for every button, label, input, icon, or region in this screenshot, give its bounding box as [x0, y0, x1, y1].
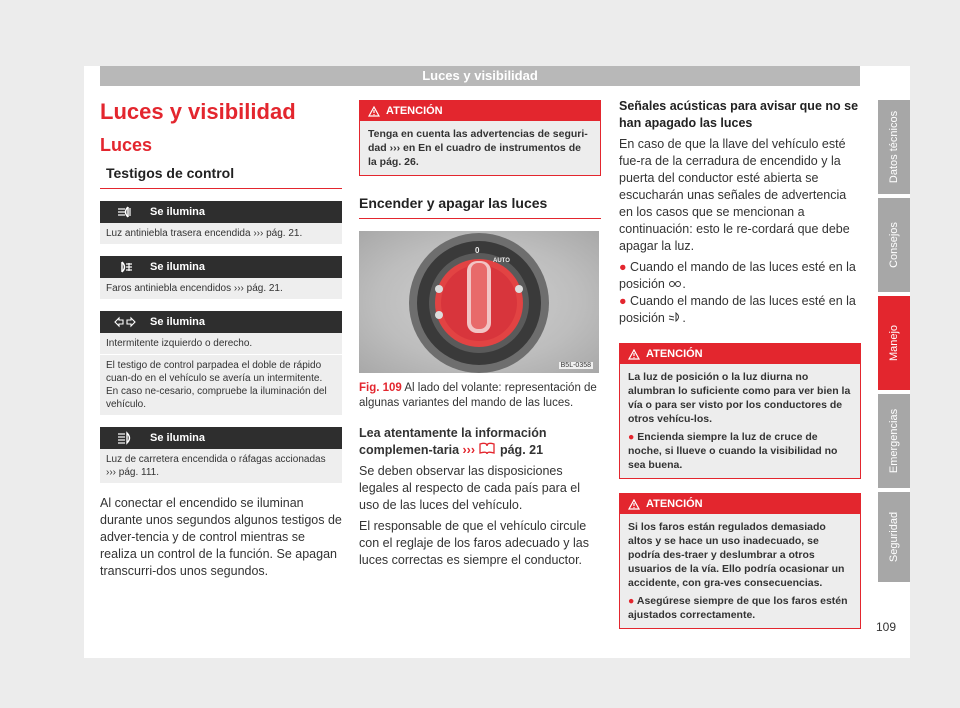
warning-box: ATENCIÓN Si los faros están regulados demasiado altos y se hace un uso inadecuado, se podría des-traer y deslumbrar a otros usuarios de la vía. Ello podría ocasionar un accidente, con gra-ves consecuencias. ● Asegúrese siempre de que los faros estén ajustados correctamente. — [619, 493, 861, 629]
parking-light-icon — [668, 280, 682, 288]
indicator-text: Luz de carretera encendida o ráfagas accionadas ››› pág. 111. — [100, 449, 342, 483]
indicator-head: Se ilumina — [150, 432, 206, 444]
column-middle — [359, 90, 601, 569]
tab-manejo[interactable]: Manejo — [878, 296, 910, 390]
list-item: ● Cuando el mando de las luces esté en la posición . — [619, 294, 856, 325]
tab-seguridad[interactable]: Seguridad — [878, 492, 910, 582]
tab-datos-tecnicos[interactable]: Datos técnicos — [878, 100, 910, 194]
warning-text: Si los faros están regulados demasiado altos y se hace un uso inadecuado, se podría des-traer y deslumbrar a otros usuarios de la vía. Ello podría ocasionar un accidente, con gra-ves consecuencias. — [628, 521, 845, 589]
knob-label-auto: AUTO — [493, 258, 510, 264]
column-left — [100, 90, 342, 580]
knob-label-0: 0 — [475, 246, 480, 255]
lead-text: Lea atentamente la información complemen-taria ››› pág. 21 — [359, 426, 547, 457]
warning-box — [359, 100, 601, 176]
column-right — [619, 90, 861, 629]
warning-box: ATENCIÓN La luz de posición o la luz diurna no alumbran lo suficiente como para ver bien la vía o para ser visto por los conductores de otros vehícu-los. ● Encienda siempre la luz de cruce de noche, si llueve o cuando la visibilidad no sea buena. — [619, 343, 861, 479]
page-number: 109 — [876, 620, 897, 634]
indicator-head: Se ilumina — [150, 261, 206, 273]
list-item: ● Cuando el mando de las luces esté en la posición . — [619, 260, 856, 291]
figure-code: B5L-0358 — [560, 362, 591, 369]
section-heading: Testigos de control — [100, 164, 342, 189]
page-link[interactable]: pág. 21 — [499, 443, 544, 457]
rear-fog-light-icon — [100, 205, 150, 219]
warning-label: ATENCIÓN — [646, 348, 703, 360]
indicator-text: Faros antiniebla encendidos ››› pág. 21. — [100, 278, 342, 299]
indicator-head: Se ilumina — [150, 206, 206, 218]
indicator-turn-signal — [100, 311, 342, 415]
high-beam-icon — [100, 431, 150, 445]
book-icon — [478, 442, 496, 454]
warning-bullet: Encienda siempre la luz de cruce de noche, si llueve o cuando la visibilidad no sea buena. — [628, 431, 838, 471]
body-paragraph: En caso de que la llave del vehículo esté fue-ra de la cerradura de encendido y la puerta del conductor esté abierta se escucharán unas señales de advertencia en los casos que se mencionan a continuación: esto le re-cordará que debe apagar la luz. — [619, 137, 850, 253]
tab-consejos[interactable]: Consejos — [878, 198, 910, 292]
indicator-rear-fog — [100, 201, 342, 244]
body-paragraph: Se deben observar las disposiciones legales al respecto de cada país para el uso de las luces del vehículo. — [359, 464, 580, 512]
warning-text: La luz de posición o la luz diurna no alumbran lo suficiente como para ver bien la vía o para ser visto por los conductores de otros vehícu-los. — [628, 371, 851, 425]
subtitle: Luces — [100, 135, 153, 155]
warning-label: ATENCIÓN — [646, 498, 703, 510]
page-title: Luces y visibilidad — [100, 99, 296, 124]
subsection-title: Señales acústicas para avisar que no se han apagado las luces — [619, 99, 859, 130]
section-heading: Encender y apagar las luces — [359, 194, 601, 219]
light-switch-figure — [359, 231, 599, 373]
warning-triangle-icon — [368, 106, 380, 117]
warning-text: Tenga en cuenta las advertencias de seguri-dad ››› en En el cuadro de instrumentos de la pág. 26. — [360, 121, 600, 175]
warning-triangle-icon — [628, 349, 640, 360]
turn-signal-icon — [100, 316, 150, 328]
indicator-front-fog — [100, 256, 342, 299]
warning-bullet: Asegúrese siempre de que los faros estén ajustados correctamente. — [628, 595, 848, 621]
tab-emergencias[interactable]: Emergencias — [878, 394, 910, 488]
indicator-text: Intermitente izquierdo o derecho. — [100, 333, 342, 354]
figure-caption: Fig. 109 Al lado del volante: representación de algunas variantes del mando de las luces. — [359, 382, 597, 409]
body-paragraph: Al conectar el encendido se iluminan durante unos segundos algunos testigos de adver-tencia y de control mientras se realiza un control de la función. Se apagan transcurri-dos unos segundos. — [100, 496, 342, 578]
front-fog-light-icon — [100, 260, 150, 274]
low-beam-icon — [668, 312, 682, 322]
indicator-text: Luz antiniebla trasera encendida ››› pág. 21. — [100, 223, 342, 244]
indicator-text: El testigo de control parpadea el doble de rápido cuan-do en el vehículo se avería un intermitente. En caso ne-cesario, compruebe la iluminación del vehículo. — [100, 354, 342, 415]
indicator-high-beam — [100, 427, 342, 483]
indicator-head: Se ilumina — [150, 316, 206, 328]
warning-label: ATENCIÓN — [386, 105, 443, 117]
running-header: Luces y visibilidad — [100, 66, 860, 86]
body-paragraph: El responsable de que el vehículo circule con el reglaje de los faros adecuado y las luces correctas es siempre el conductor. — [359, 519, 590, 567]
warning-triangle-icon — [628, 499, 640, 510]
